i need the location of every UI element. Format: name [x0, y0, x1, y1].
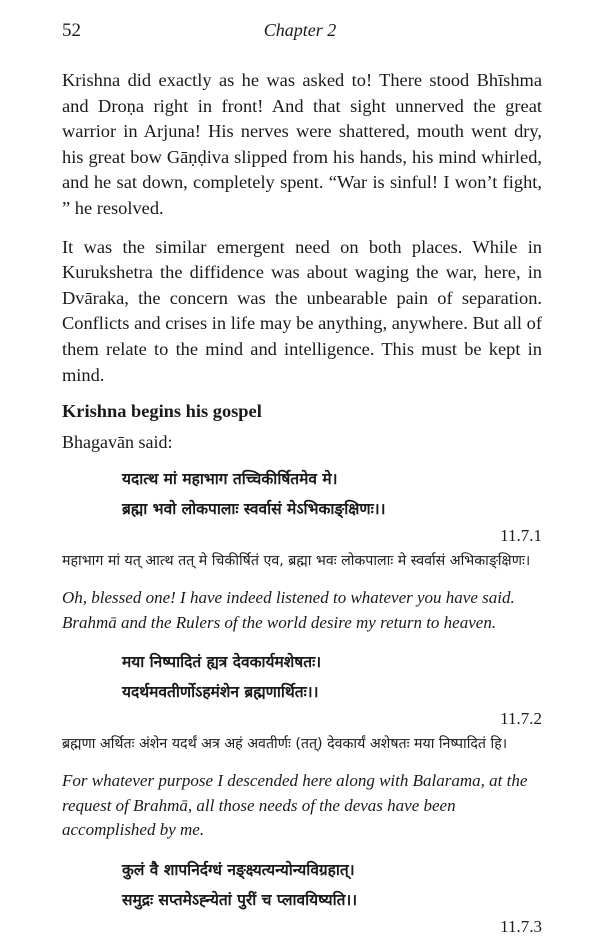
body-paragraph: Krishna did exactly as he was asked to! There stood Bhīshma and Droṇa right in front! And that sight unnerved the great warrior in Arjuna! His nerves were shattered, mouth went dry, his great bow Gāṇḍiva slipped from his hands, his mind whirled, and he sat down, completely spent. “War is sinful! I won’t fight, ” he resolved.: [62, 70, 542, 218]
word-order-text: ब्रह्मणा अर्थितः अंशेन यदर्थं अत्र अहं अवतीर्णः (तत्) देवकार्यं अशेषतः मया निष्पादितं हि।: [62, 736, 508, 753]
running-chapter-title: Chapter 2: [263, 20, 337, 40]
verse-translation: For whatever purpose I descended here along with Balarama, at the request of Brahmā, all those needs of the devas have been accomplished by me.: [62, 771, 528, 840]
page-body: [62, 68, 542, 939]
sanskrit-verse-line: कुलं वै शापनिर्दग्धं नङ्क्ष्यत्यन्योन्यविग्रहात्।: [122, 860, 355, 879]
page-number: 52: [62, 20, 81, 41]
page-header: [0, 20, 600, 44]
speaker-line: Bhagavān said:: [62, 432, 173, 453]
verse-block: [62, 647, 542, 843]
verse-number: 11.7.1: [500, 526, 542, 546]
verse-block: [62, 464, 542, 635]
section-heading: Krishna begins his gospel: [62, 401, 262, 422]
sanskrit-verse-line: मया निष्पादितं ह्यत्र देवकार्यमशेषतः।: [122, 653, 322, 672]
verse-number: 11.7.2: [500, 709, 542, 729]
verse-block: [62, 855, 542, 937]
verse-translation: Oh, blessed one! I have indeed listened to whatever you have said. Brahmā and the Rulers of the world desire my return to heaven.: [62, 588, 515, 632]
word-order-text: महाभाग मां यत् आत्थ तत् मे चिकीर्षितं एव, ब्रह्मा भवः लोकपालाः मे स्वर्वासं अभिकाङ्क्षिणः।: [62, 553, 531, 570]
sanskrit-verse-line: समुद्रः सप्तमेऽह्न्येतां पुरीं च प्लावयिष्यति।।: [122, 890, 358, 909]
verse-number: 11.7.3: [500, 916, 542, 936]
sanskrit-verse-line: यदात्थ मां महाभाग तच्चिकीर्षितमेव मे।: [122, 470, 338, 489]
sanskrit-verse-line: यदर्थमवतीर्णोऽहमंशेन ब्रह्मणार्थितः।।: [122, 683, 319, 702]
body-paragraph: It was the similar emergent need on both places. While in Kurukshetra the diffidence was about waging the war, here, in Dvāraka, the concern was the unbearable pain of separation. Conflicts and crises in life may be anything, anywhere. But all of them relate to the mind and intelligence. This must be kept in mind.: [62, 236, 542, 385]
sanskrit-verse-line: ब्रह्मा भवो लोकपालाः स्वर्वासं मेऽभिकाङ्क्षिणः।।: [122, 500, 386, 519]
